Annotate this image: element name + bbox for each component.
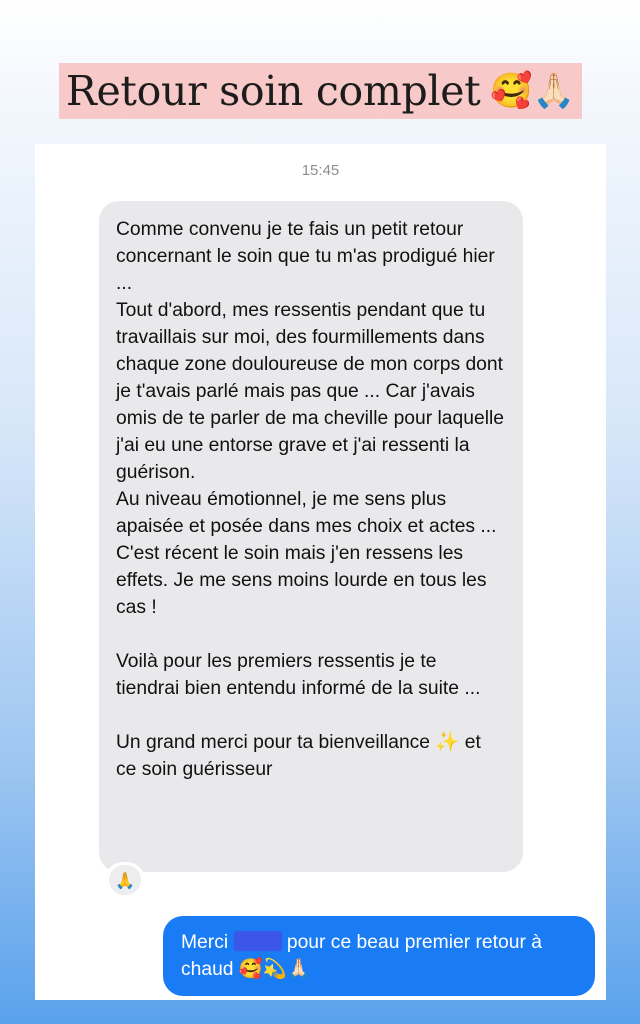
redacted-name — [234, 931, 282, 951]
title-emoji: 🥰🙏🏻 — [490, 71, 576, 111]
sent-message-bubble[interactable] — [163, 916, 595, 996]
title-banner — [59, 63, 582, 119]
sent-message-prefix: Merci — [181, 932, 229, 953]
sent-message-text — [181, 929, 581, 983]
received-message-bubble[interactable] — [99, 201, 523, 872]
reaction-badge[interactable] — [105, 862, 145, 898]
sent-message-suffix: pour ce beau premier retour à chaud 🥰💫🙏🏻 — [181, 932, 542, 980]
story-title: Retour soin complet — [65, 67, 481, 115]
chat-screenshot — [35, 144, 606, 1000]
praying-hands-reaction-icon: 🙏 — [109, 865, 141, 895]
message-timestamp: 15:45 — [301, 162, 340, 179]
received-message-text: Comme convenu je te fais un petit retour concernant le soin que tu m'as prodigué hier ... Tout d'abord, mes ressentis pendant que tu travaillais sur moi, des fourmillements dans chaque zone douloureuse de mon corps dont je t'avais parlé mais pas que ... Car j'avais omis de te parler de ma cheville pour laquelle j'ai eu une entorse grave et j'ai ressenti la guérison. Au niveau émotionnel, je me sens plus apaisée et posée dans mes choix et actes ... C'est récent le soin mais j'en ressens les effets. Je me sens moins lourde en tous les cas ! Voilà pour les premiers ressentis je te tiendrai bien entendu informé de la suite ... Un grand merci pour ta bienveillance ✨ et ce soin guérisseur — [116, 219, 504, 780]
